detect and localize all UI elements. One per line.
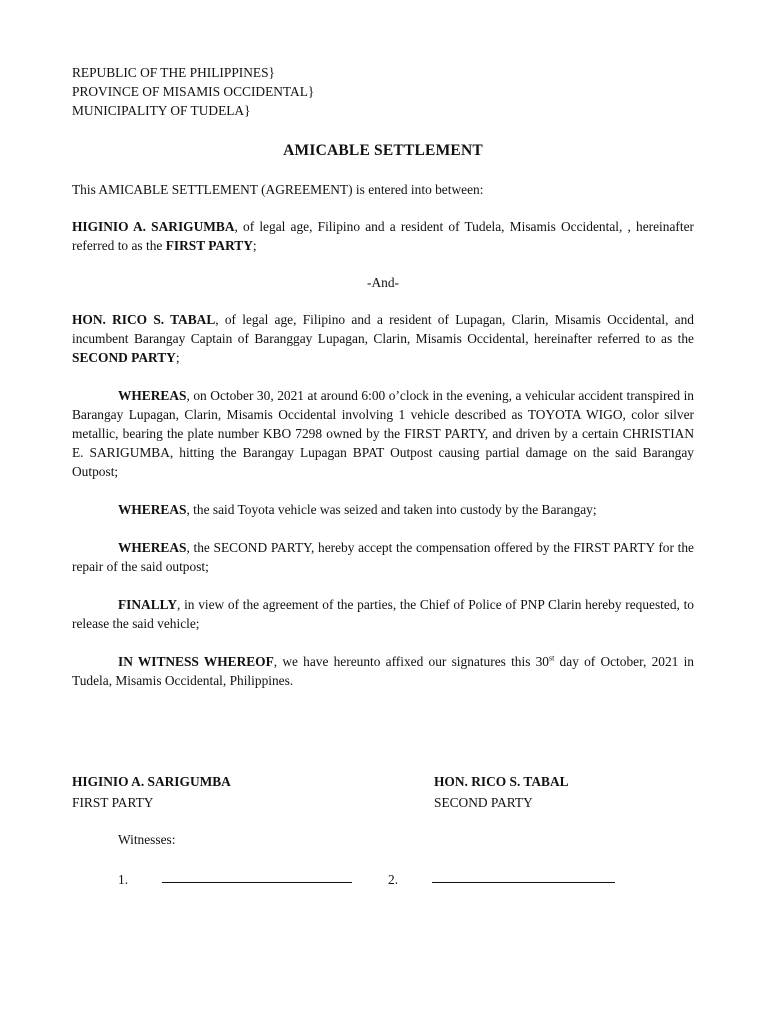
second-party-paragraph xyxy=(72,310,694,367)
intro-paragraph: This AMICABLE SETTLEMENT (AGREEMENT) is entered into between: xyxy=(72,182,484,197)
second-party-text: , of legal age, Filipino and a resident of Lupagan, Clarin, Misamis Occidental, and incumbent Barangay Captain of Baranggay Lupagan, Clarin, Misamis Occidental, hereinafter referred to as the xyxy=(72,312,694,346)
clause-text-before: , we have hereunto affixed our signatures this 30 xyxy=(273,654,550,669)
first-party-name: HIGINIO A. SARIGUMBA xyxy=(72,219,235,234)
first-party-text: , of legal age, Filipino and a resident of Tudela, Misamis Occidental, , hereinafter referred to as the xyxy=(72,219,694,253)
finally-clause xyxy=(72,595,694,633)
clause-lead: WHEREAS xyxy=(118,502,187,517)
witnesses-label: Witnesses: xyxy=(118,832,176,847)
second-party-signatory-role: SECOND PARTY xyxy=(434,795,533,810)
first-party-designation: FIRST PARTY xyxy=(165,238,253,253)
clause-text: , in view of the agreement of the parties, the Chief of Police of PNP Clarin hereby requested, to release the said vehicle; xyxy=(72,597,694,631)
clause-text: , the SECOND PARTY, hereby accept the compensation offered by the FIRST PARTY for the repair of the said outpost; xyxy=(72,540,694,574)
day-ordinal-suffix: st xyxy=(549,653,555,663)
clause-lead: IN WITNESS WHEREOF xyxy=(118,654,274,669)
whereas-clause-3 xyxy=(72,538,694,576)
clause-text-after: day of October, 2021 in Tudela, Misamis Occidental, Philippines. xyxy=(72,654,694,688)
second-party-signature xyxy=(434,772,569,812)
whereas-clause-1 xyxy=(72,386,694,481)
clause-lead: WHEREAS xyxy=(118,388,187,403)
whereas-clause-2 xyxy=(72,500,694,519)
witness-number-2: 2. xyxy=(388,872,399,887)
clause-lead: FINALLY xyxy=(118,597,178,612)
document-body xyxy=(72,63,694,690)
in-witness-whereof-clause xyxy=(72,652,694,690)
second-party-end: ; xyxy=(175,350,180,365)
witness-number-1: 1. xyxy=(118,872,129,887)
second-party-name: HON. RICO S. TABAL xyxy=(72,312,216,327)
first-party-paragraph xyxy=(72,217,694,255)
second-party-signatory-name: HON. RICO S. TABAL xyxy=(434,774,569,789)
clause-text: , on October 30, 2021 at around 6:00 o’clock in the evening, a vehicular accident transpired in Barangay Lupagan, Clarin, Misamis Occidental involving 1 vehicle described as TOYOTA WIGO, color silver metallic, bearing the plate number KBO 7298 owned by the FIRST PARTY, and driven by a certain CHRISTIAN E. SARIGUMBA, hitting the Barangay Lupagan BPAT Outpost causing partial damage on the said Barangay Outpost; xyxy=(72,388,694,479)
clause-lead: WHEREAS xyxy=(118,540,187,555)
and-separator: -And- xyxy=(367,275,399,290)
header-republic: REPUBLIC OF THE PHILIPPINES} xyxy=(72,65,275,80)
second-party-designation: SECOND PARTY xyxy=(72,350,176,365)
document-title: AMICABLE SETTLEMENT xyxy=(283,142,483,159)
jurisdiction-header xyxy=(72,63,694,120)
first-party-end: ; xyxy=(252,238,257,253)
first-party-signatory-role: FIRST PARTY xyxy=(72,795,154,810)
header-province: PROVINCE OF MISAMIS OCCIDENTAL} xyxy=(72,84,315,99)
header-municipality: MUNICIPALITY OF TUDELA} xyxy=(72,103,251,118)
witness-2-signature-line xyxy=(432,869,615,883)
clause-text: , the said Toyota vehicle was seized and taken into custody by the Barangay; xyxy=(186,502,597,517)
witness-1-signature-line xyxy=(162,869,352,883)
first-party-signatory-name: HIGINIO A. SARIGUMBA xyxy=(72,774,231,789)
first-party-signature xyxy=(72,772,231,812)
